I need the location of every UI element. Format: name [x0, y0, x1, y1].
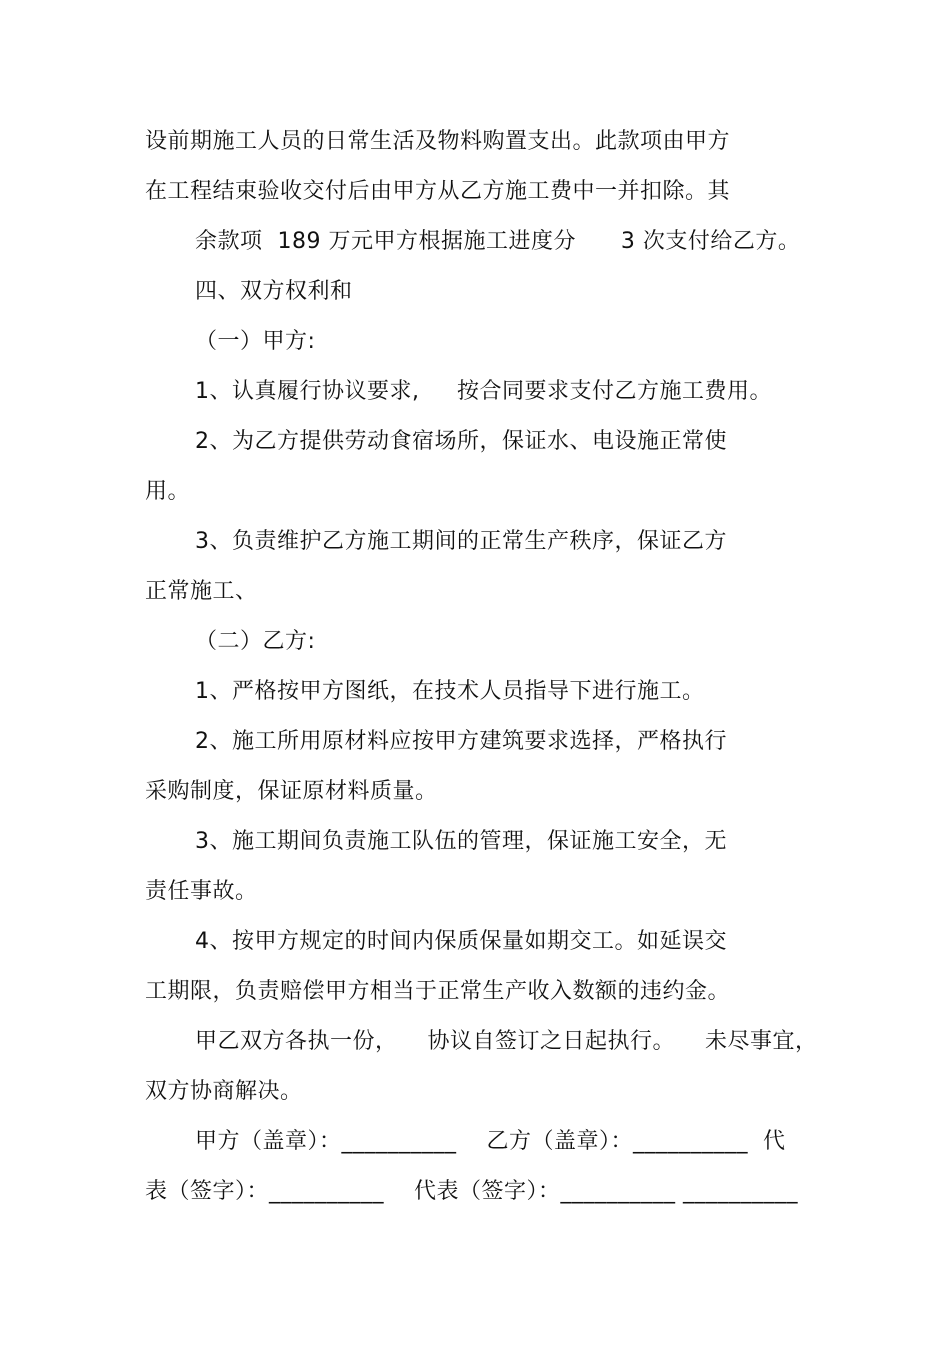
subsection-heading-party-a: （一）甲方: [195, 329, 316, 354]
party-a-item-2: 2、为乙方提供劳动食宿场所，保证水、电设施正常使 [195, 429, 727, 454]
text-line-1: 设前期施工人员的日常生活及物料购置支出。此款项由甲方 [145, 129, 731, 154]
party-b-item-4-cont: 工期限，负责赔偿甲方相当于正常生产收入数额的违约金。 [145, 979, 731, 1004]
closing-clause-cont: 双方协商解决。 [145, 1079, 303, 1104]
party-a-item-2-cont: 用。 [145, 479, 191, 504]
party-b-item-4: 4、按甲方规定的时间内保质保量如期交工。如延误交 [195, 929, 727, 954]
text-line-2: 在工程结束验收交付后由甲方从乙方施工费中一并扣除。其 [145, 179, 731, 204]
closing-clause: 甲乙双方各执一份， 协议自签订之日起执行。 未尽事宜， [195, 1029, 818, 1054]
party-b-item-3-cont: 责任事故。 [145, 879, 258, 904]
party-b-item-2-cont: 采购制度，保证原材料质量。 [145, 779, 438, 804]
party-a-item-1: 1、认真履行协议要求, 按合同要求支付乙方施工费用。 [195, 379, 772, 404]
party-b-item-1: 1、严格按甲方图纸，在技术人员指导下进行施工。 [195, 679, 705, 704]
party-a-item-3: 3、负责维护乙方施工期间的正常生产秩序，保证乙方 [195, 529, 727, 554]
subsection-heading-party-b: （二）乙方: [195, 629, 316, 654]
text-line-3: 余款项 189 万元甲方根据施工进度分 3 次支付给乙方。 [195, 229, 801, 254]
party-b-item-3: 3、施工期间负责施工队伍的管理，保证施工安全，无 [195, 829, 727, 854]
party-b-item-2: 2、施工所用原材料应按甲方建筑要求选择，严格执行 [195, 729, 727, 754]
party-a-item-3-cont: 正常施工、 [145, 579, 258, 604]
signature-line-2: 表（签字）：__________ 代表（签字）：__________ __________ [145, 1179, 798, 1204]
signature-line-1: 甲方（盖章）：__________ 乙方（盖章）：__________ 代 [195, 1129, 786, 1154]
section-heading-rights: 四、双方权利和 [195, 279, 353, 304]
